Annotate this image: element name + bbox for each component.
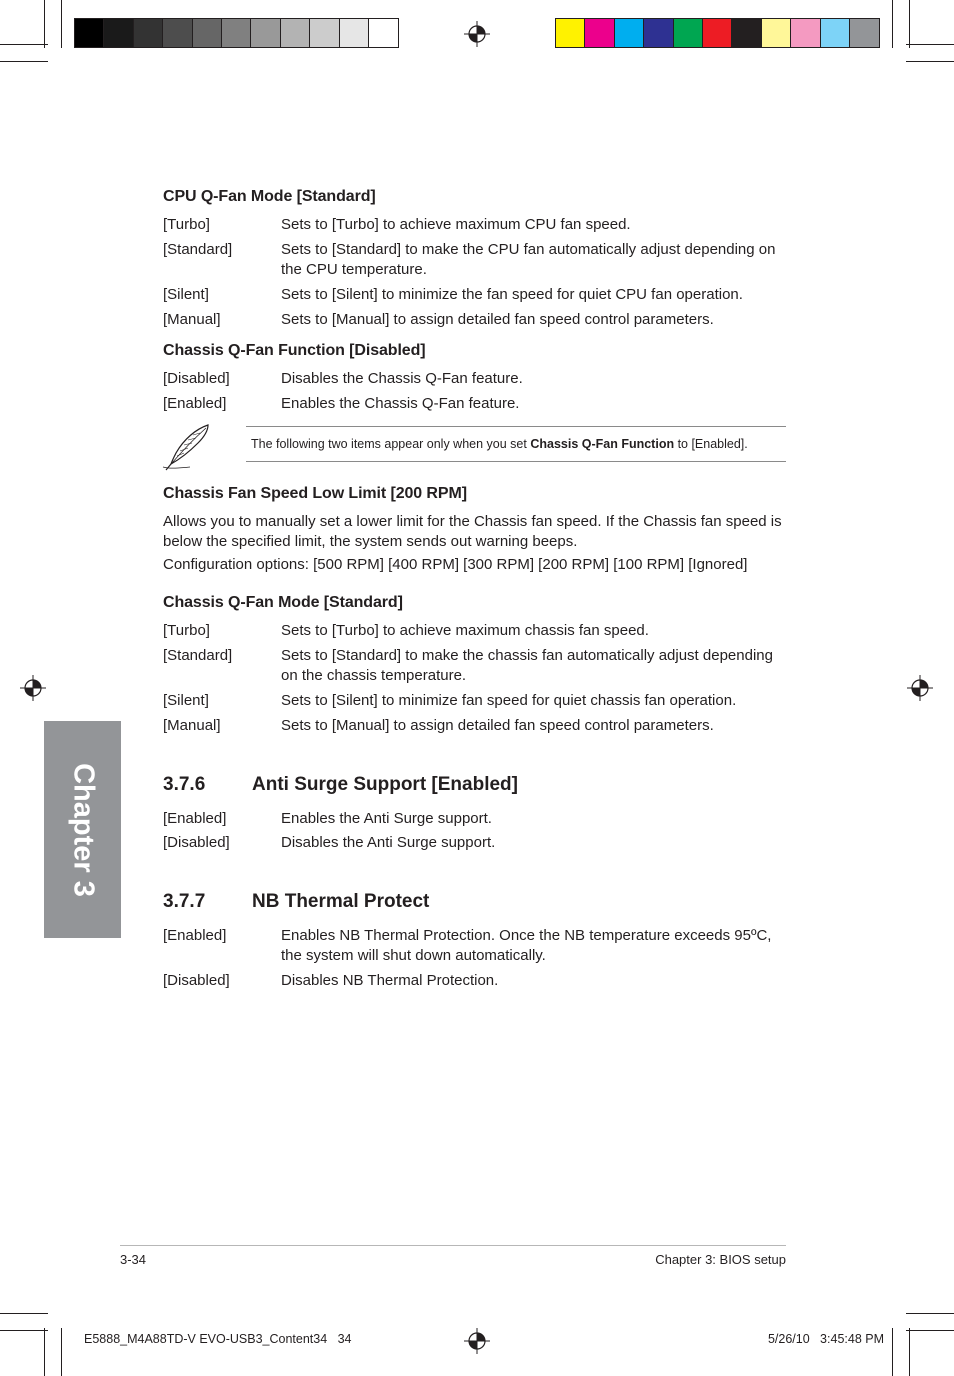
print-slug-filename: E5888_M4A88TD-V EVO-USB3_Content34 34 <box>84 1332 352 1346</box>
option-description: Sets to [Turbo] to achieve maximum chassis fan speed. <box>281 622 649 639</box>
color-swatch <box>369 19 398 47</box>
low-limit-options: Configuration options: [500 RPM] [400 RPM] [300 RPM] [200 RPM] [100 RPM] [Ignored] <box>163 556 748 573</box>
option-description: Sets to [Turbo] to achieve maximum CPU fan speed. <box>281 216 631 233</box>
chapter-tab-label: Chapter 3 <box>67 762 99 897</box>
cpu-qfan-mode-heading: CPU Q-Fan Mode [Standard] <box>163 188 376 205</box>
option-description: Sets to [Manual] to assign detailed fan speed control parameters. <box>281 311 714 328</box>
color-swatch <box>134 19 163 47</box>
color-swatch <box>104 19 133 47</box>
color-swatch <box>615 19 644 47</box>
color-swatch <box>585 19 614 47</box>
option-description: Sets to [Standard] to make the CPU fan automatically adjust depending on the CPU temperature. <box>281 241 776 278</box>
color-swatch <box>340 19 369 47</box>
option-description: Sets to [Silent] to minimize fan speed for quiet chassis fan operation. <box>281 692 737 709</box>
option-key: [Standard] <box>163 241 233 258</box>
color-swatch <box>850 19 879 47</box>
color-swatch <box>674 19 703 47</box>
option-description: Sets to [Standard] to make the chassis fan automatically adjust depending on the chassis temperature. <box>281 647 773 684</box>
color-swatch <box>556 19 585 47</box>
option-key: [Manual] <box>163 311 221 328</box>
option-key: [Silent] <box>163 286 209 303</box>
chassis-qfan-mode-heading: Chassis Q-Fan Mode [Standard] <box>163 594 403 611</box>
option-key: [Turbo] <box>163 622 210 639</box>
option-key: [Enabled] <box>163 395 227 412</box>
chassis-fan-low-limit-heading: Chassis Fan Speed Low Limit [200 RPM] <box>163 485 467 502</box>
color-swatch <box>251 19 280 47</box>
option-key: [Enabled] <box>163 927 227 944</box>
color-swatch <box>222 19 251 47</box>
color-swatch <box>193 19 222 47</box>
option-description: Sets to [Silent] to minimize the fan speed for quiet CPU fan operation. <box>281 286 743 303</box>
footer-rule <box>120 1245 786 1246</box>
option-key: [Enabled] <box>163 810 227 827</box>
color-swatch <box>821 19 850 47</box>
color-swatch <box>732 19 761 47</box>
low-limit-description: Allows you to manually set a lower limit for the Chassis fan speed. If the Chassis fan speed is below the specified limit, the system sends out warning beeps. <box>163 513 782 550</box>
color-swatch <box>281 19 310 47</box>
option-key: [Manual] <box>163 717 221 734</box>
process-color-bar <box>555 18 880 48</box>
color-swatch <box>762 19 791 47</box>
section-title: Anti Surge Support [Enabled] <box>252 774 518 795</box>
chassis-qfan-function-heading: Chassis Q-Fan Function [Disabled] <box>163 342 426 359</box>
print-slug-timestamp: 5/26/10 3:45:48 PM <box>767 1332 884 1346</box>
option-description: Enables the Chassis Q-Fan feature. <box>281 395 520 412</box>
color-swatch <box>644 19 673 47</box>
footer-chapter-title: Chapter 3: BIOS setup <box>655 1252 786 1267</box>
registration-mark-icon <box>464 1328 490 1354</box>
color-swatch <box>791 19 820 47</box>
section-number: 3.7.6 <box>163 774 206 795</box>
registration-mark-icon <box>907 675 933 701</box>
option-description: Disables the Anti Surge support. <box>281 834 496 851</box>
option-key: [Disabled] <box>163 972 230 989</box>
registration-mark-icon <box>464 21 490 47</box>
section-number: 3.7.7 <box>163 891 206 912</box>
option-key: [Standard] <box>163 647 233 664</box>
note-box <box>246 426 786 462</box>
color-swatch <box>163 19 192 47</box>
page-number: 3-34 <box>120 1252 147 1267</box>
option-key: [Turbo] <box>163 216 210 233</box>
color-swatch <box>703 19 732 47</box>
color-swatch <box>310 19 339 47</box>
registration-mark-icon <box>20 675 46 701</box>
option-description: Enables NB Thermal Protection. Once the NB temperature exceeds 95ºC, the system will shut down automatically. <box>281 927 772 964</box>
option-description: Enables the Anti Surge support. <box>281 810 492 827</box>
note-text: The following two items appear only when you set Chassis Q-Fan Function to [Enabled]. <box>251 437 748 451</box>
grayscale-color-bar <box>74 18 399 48</box>
section-title: NB Thermal Protect <box>252 891 430 912</box>
option-description: Disables NB Thermal Protection. <box>281 972 499 989</box>
option-key: [Silent] <box>163 692 209 709</box>
option-description: Disables the Chassis Q-Fan feature. <box>281 370 523 387</box>
feather-pen-icon <box>160 423 214 471</box>
chapter-tab <box>44 721 121 938</box>
option-key: [Disabled] <box>163 834 230 851</box>
color-swatch <box>75 19 104 47</box>
option-key: [Disabled] <box>163 370 230 387</box>
option-description: Sets to [Manual] to assign detailed fan speed control parameters. <box>281 717 714 734</box>
